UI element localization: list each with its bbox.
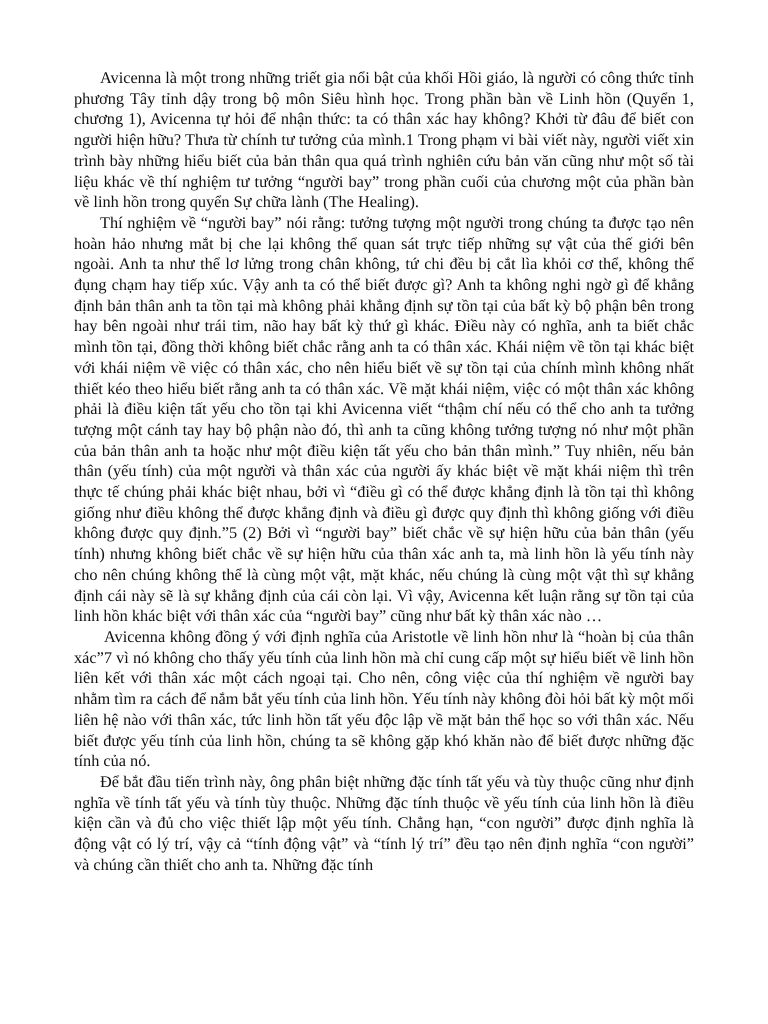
paragraph-intro: Avicenna là một trong những triết gia nổi bật của khối Hồi giáo, là người có công thức tỉnh phương Tây tỉnh dậy trong bộ môn Siêu hình học. Trong phần bàn về Linh hồn (Quyển 1, chương 1), Avicenna tự hỏi để nhận thức: ta có thân xác hay không? Khởi từ đâu để biết con người hiện hữu? Thưa từ chính tư tưởng của mình.1 Trong phạm vi bài viết này, người viết xin trình bày những hiểu biết của bản thân qua quá trình nghiên cứu bản văn cũng như một số tài liệu khác về thí nghiệm tư tưởng “người bay” trong phần cuối của chương một của phần bàn về linh hồn trong quyển Sự chữa lành (The Healing). bbox=[74, 68, 694, 212]
paragraph-aristotle-definition: Avicenna không đồng ý với định nghĩa của Aristotle về linh hồn như là “hoàn bị của thân xác”7 vì nó không cho thấy yếu tính của linh hồn mà chỉ cung cấp một sự hiểu biết về linh hồn liên kết với thân xác một cách ngoại tại. Cho nên, công việc của thí nghiệm về người bay nhằm tìm ra cách để nắm bắt yếu tính của linh hồn. Yếu tính này không đòi hỏi bất kỳ một mối liên hệ nào với thân xác, tức linh hồn tất yếu độc lập về mặt bản thể học so với thân xác. Nếu biết được yếu tính của linh hồn, chúng ta sẽ không gặp khó khăn nào để biết được những đặc tính của nó. bbox=[74, 626, 694, 771]
document-page bbox=[74, 68, 694, 875]
paragraph-flying-man-experiment: Thí nghiệm về “người bay” nói rằng: tưởng tượng một người trong chúng ta được tạo nên hoàn hảo nhưng mắt bị che lại không thể quan sát trực tiếp những sự vật của thế giới bên ngoài. Anh ta như thể lơ lửng trong chân không, tứ chi đều bị cắt lìa khỏi cơ thể, không thể đụng chạm hay tiếp xúc. Vậy anh ta có thể biết được gì? Anh ta không nghi ngờ gì để khẳng định bản thân anh ta tồn tại mà không phải khẳng định sự tồn tại của bất kỳ bộ phận bên trong hay bên ngoài như trái tim, não hay bất kỳ thứ gì khác. Điều này có nghĩa, anh ta biết chắc mình tồn tại, đồng thời không biết chắc rằng anh ta có thân xác. Khái niệm về tồn tại khác biệt với khái niệm về việc có thân xác, cho nên hiểu biết về sự tồn tại của chính mình không nhất thiết kéo theo hiểu biết rằng anh ta có thân xác. Về mặt khái niệm, việc có một thân xác không phải là điều kiện tất yếu cho tồn tại khi Avicenna viết “thậm chí nếu có thể cho anh ta tưởng tượng một cánh tay hay bộ phận nào đó, thì anh ta cũng không tưởng tượng nó như một phần của bản thân anh ta hoặc như một điều kiện tất yếu cho bản thân mình.” Tuy nhiên, nếu bản thân (yếu tính) của một người và thân xác của người ấy khác biệt về mặt khái niệm thì trên thực tế chúng phải khác biệt nhau, bởi vì “điều gì có thể được khẳng định là tồn tại thì không giống như điều không thể được khẳng định và điều gì được quy định thì không giống với điều không được quy định.”5 (2) Bởi vì “người bay” biết chắc về sự hiện hữu của bản thân (yếu tính) nhưng không biết chắc về sự hiện hữu của thân xác anh ta, mà linh hồn là yếu tính này cho nên chúng không thể là cùng một vật, mặt khác, nếu chúng là cùng một vật thì sự khẳng định cái này sẽ là sự khẳng định của cái còn lại. Vì vậy, Avicenna kết luận rằng sự tồn tại của linh hồn khác biệt với thân xác của “người bay” cũng như bất kỳ thân xác nào … bbox=[74, 212, 694, 626]
paragraph-essential-properties: Để bắt đầu tiến trình này, ông phân biệt những đặc tính tất yếu và tùy thuộc cũng như định nghĩa về tính tất yếu và tính tùy thuộc. Những đặc tính thuộc về yếu tính của linh hồn là điều kiện cần và đủ cho việc thiết lập một yếu tính. Chẳng hạn, “con người” được định nghĩa là động vật có lý trí, vậy cả “tính động vật” và “tính lý trí” đều tạo nên định nghĩa “con người” và chúng cần thiết cho anh ta. Những đặc tính bbox=[74, 771, 694, 874]
